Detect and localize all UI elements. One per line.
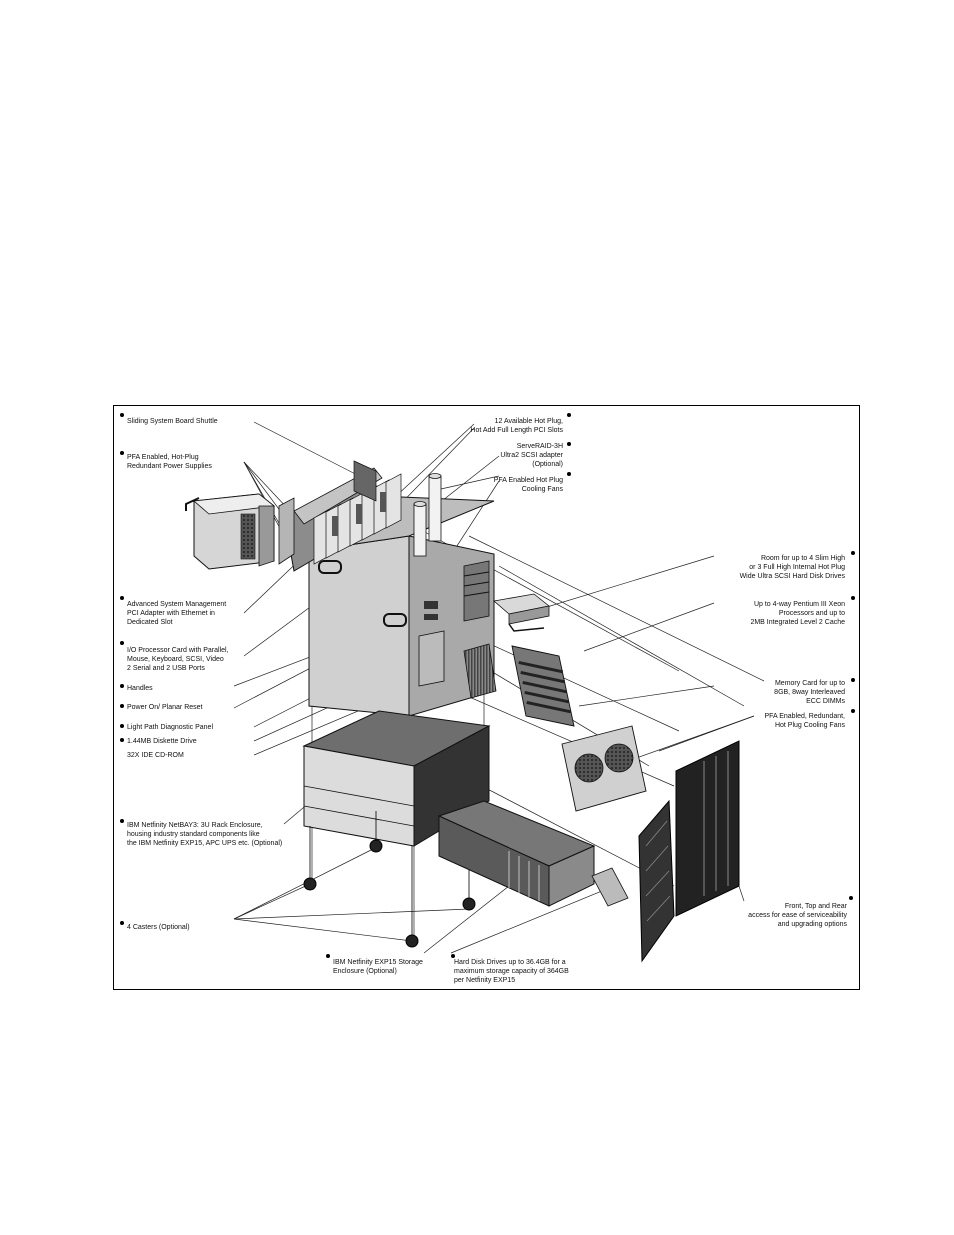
label-power-supplies: PFA Enabled, Hot-Plug Redundant Power Supplies [127, 454, 212, 470]
label-memory: Memory Card for up to 8GB, 8way Interleaved ECC DIMMs [774, 680, 845, 705]
bullet-dot [120, 596, 124, 600]
hot-plug-hdd-tray [494, 594, 549, 631]
bullet-dot [851, 551, 855, 555]
label-processors: Up to 4-way Pentium III Xeon Processors and up to 2MB Integrated Level 2 Cache [750, 601, 845, 626]
bullet-dot [849, 896, 853, 900]
bullet-dot [851, 709, 855, 713]
label-handles: Handles [127, 685, 153, 692]
bullet-dot [567, 472, 571, 476]
label-casters: 4 Casters (Optional) [127, 924, 190, 931]
label-serveraid: ServeRAID-3H Ultra2 SCSI adapter (Optional) [500, 443, 563, 468]
bullet-dot [120, 738, 124, 742]
bullet-dot [120, 921, 124, 925]
label-cooling-fans-top: PFA Enabled Hot Plug Cooling Fans [493, 477, 563, 493]
bullet-dot [851, 596, 855, 600]
diagram-frame [113, 405, 860, 990]
label-pci-slots: 12 Available Hot Plug, Hot Add Full Length PCI Slots [470, 418, 563, 434]
bullet-dot [120, 704, 124, 708]
label-exp15: IBM Netfinity EXP15 Storage Enclosure (Optional) [333, 959, 423, 975]
label-cdrom: 32X IDE CD-ROM [127, 752, 184, 759]
label-sliding-shuttle: Sliding System Board Shuttle [127, 418, 218, 425]
bullet-dot [326, 954, 330, 958]
label-front-access: Front, Top and Rear access for ease of serviceability and upgrading options [748, 903, 847, 928]
power-supply-module [186, 494, 274, 569]
label-diskette: 1.44MB Diskette Drive [127, 738, 197, 745]
label-hard-disks: Hard Disk Drives up to 36.4GB for a maximum storage capacity of 364GB per Netfinity EXP15 [454, 959, 569, 984]
label-light-path: Light Path Diagnostic Panel [127, 724, 213, 731]
label-hdd-bays: Room for up to 4 Slim High or 3 Full High Internal Hot Plug Wide Ultra SCSI Hard Disk Drives [739, 555, 845, 580]
bullet-dot [120, 684, 124, 688]
bullet-dot [120, 819, 124, 823]
bullet-dot [567, 413, 571, 417]
bullet-dot [567, 442, 571, 446]
front-bezel-doors [639, 741, 739, 961]
label-cooling-fans-redundant: PFA Enabled, Redundant, Hot Plug Cooling Fans [764, 713, 845, 729]
label-netbay: IBM Netfinity NetBAY3: 3U Rack Enclosure, housing industry standard components like the IBM Netfinity EXP15, APC UPS etc. (Optional) [127, 822, 283, 847]
bullet-dot [120, 451, 124, 455]
label-io-card: I/O Processor Card with Parallel, Mouse, Keyboard, SCSI, Video 2 Serial and 2 USB Ports [127, 647, 229, 672]
label-asm-adapter: Advanced System Management PCI Adapter with Ethernet in Dedicated Slot [127, 601, 227, 626]
label-power-reset: Power On/ Planar Reset [127, 704, 203, 711]
redundant-fan-cage [562, 726, 646, 811]
bullet-dot [120, 641, 124, 645]
processor-modules [464, 644, 574, 726]
bullet-dot [851, 678, 855, 682]
bullet-dot [120, 724, 124, 728]
bullet-dot [120, 413, 124, 417]
